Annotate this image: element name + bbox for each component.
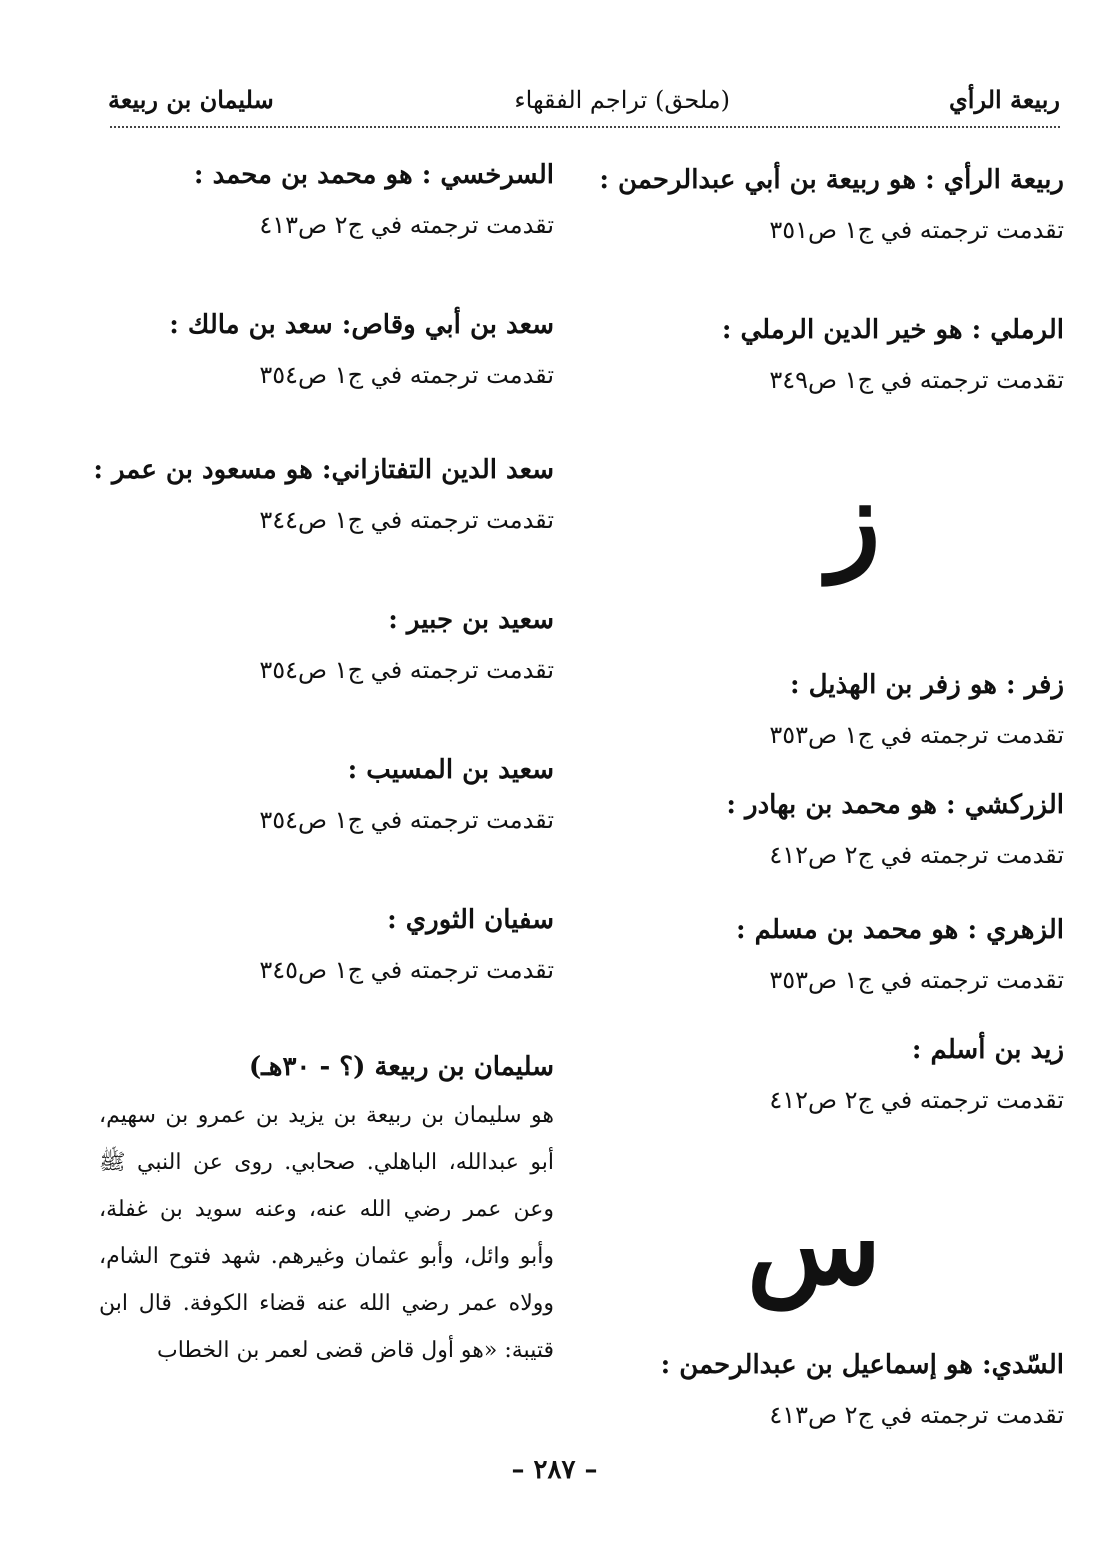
bio-sulayman-ibn-rabia xyxy=(99,1042,554,1374)
entry-sufyan-althawri xyxy=(99,895,554,995)
entry-title: سعد بن أبي وقاص: سعد بن مالك : xyxy=(169,310,554,340)
entry-title: زفر : هو زفر بن الهذيل : xyxy=(789,670,1064,700)
running-header xyxy=(100,80,1060,120)
header-right-title: ربيعة الرأي xyxy=(949,85,1060,114)
entry-title: الزركشي : هو محمد بن بهادر : xyxy=(726,790,1064,820)
entry-reference: تقدمت ترجمته في ج٢ ص٤١٢ xyxy=(769,1086,1064,1114)
entry-alsarakhsi xyxy=(99,150,554,250)
section-letter-seen: س xyxy=(746,1180,882,1309)
entry-rabia-alrai xyxy=(599,155,1064,255)
section-letter-zay: ز xyxy=(827,455,881,584)
entry-said-ibn-almusayyib xyxy=(99,745,554,845)
entry-alzarkashi xyxy=(604,780,1064,880)
entry-reference: تقدمت ترجمته في ج١ ص٣٤٥ xyxy=(259,956,554,984)
entry-reference: تقدمت ترجمته في ج١ ص٣٥٣ xyxy=(769,966,1064,994)
entry-reference: تقدمت ترجمته في ج١ ص٣٥٤ xyxy=(259,806,554,834)
entry-altaftazani xyxy=(93,445,554,545)
entry-title: سعد الدين التفتازاني: هو مسعود بن عمر : xyxy=(93,455,554,485)
entry-reference: تقدمت ترجمته في ج١ ص٣٤٩ xyxy=(769,366,1064,394)
entry-title: السّدي: هو إسماعيل بن عبدالرحمن : xyxy=(660,1350,1064,1380)
entry-title: الرملي : هو خير الدين الرملي : xyxy=(721,315,1064,345)
entry-reference: تقدمت ترجمته في ج٢ ص٤١٢ xyxy=(769,841,1064,869)
bio-title: سليمان بن ربيعة (؟ - ٣٠هـ) xyxy=(248,1052,554,1082)
entry-title: سعيد بن المسيب : xyxy=(347,755,554,785)
entry-alsuddi xyxy=(604,1340,1064,1440)
entry-said-ibn-jubayr xyxy=(99,595,554,695)
header-left-title: سليمان بن ربيعة xyxy=(108,85,274,114)
entry-alramli xyxy=(604,305,1064,405)
entry-alzuhri xyxy=(604,905,1064,1005)
entry-title: ربيعة الرأي : هو ربيعة بن أبي عبدالرحمن : xyxy=(599,165,1064,195)
entry-reference: تقدمت ترجمته في ج١ ص٣٥٤ xyxy=(259,361,554,389)
entry-title: سفيان الثوري : xyxy=(387,905,554,935)
entry-zufar xyxy=(604,660,1064,760)
entry-reference: تقدمت ترجمته في ج١ ص٣٥١ xyxy=(769,216,1064,244)
entry-saad-ibn-abi-waqqas xyxy=(99,300,554,400)
entry-title: السرخسي : هو محمد بن محمد : xyxy=(193,160,554,190)
entry-reference: تقدمت ترجمته في ج٢ ص٤١٣ xyxy=(259,211,554,239)
entry-reference: تقدمت ترجمته في ج٢ ص٤١٣ xyxy=(769,1401,1064,1429)
header-center-title: (ملحق) تراجم الفقهاء xyxy=(514,86,730,114)
entry-reference: تقدمت ترجمته في ج١ ص٣٥٣ xyxy=(769,721,1064,749)
entry-title: سعيد بن جبير : xyxy=(388,605,554,635)
entry-zayd-ibn-aslam xyxy=(604,1025,1064,1125)
entry-reference: تقدمت ترجمته في ج١ ص٣٤٤ xyxy=(259,506,554,534)
entry-reference: تقدمت ترجمته في ج١ ص٣٥٤ xyxy=(259,656,554,684)
bio-text: هو سليمان بن ربيعة بن يزيد بن عمرو بن سهيم، أبو عبدالله، الباهلي. صحابي. روى عن النبي ﷺ وعن عمر رضي الله عنه، وعنه سويد بن غفلة، وأبو وائل، وأبو عثمان وغيرهم. شهد فتوح الشام، وولاه عمر رضي الله عنه قضاء الكوفة. قال ابن قتيبة: «هو أول قاض قضى لعمر بن الخطاب xyxy=(99,1103,555,1363)
entry-title: الزهري : هو محمد بن مسلم : xyxy=(736,915,1064,945)
page-number: – ٢٨٧ – xyxy=(511,1455,598,1485)
entry-title: زيد بن أسلم : xyxy=(911,1035,1064,1065)
header-dotted-rule xyxy=(110,126,1060,128)
